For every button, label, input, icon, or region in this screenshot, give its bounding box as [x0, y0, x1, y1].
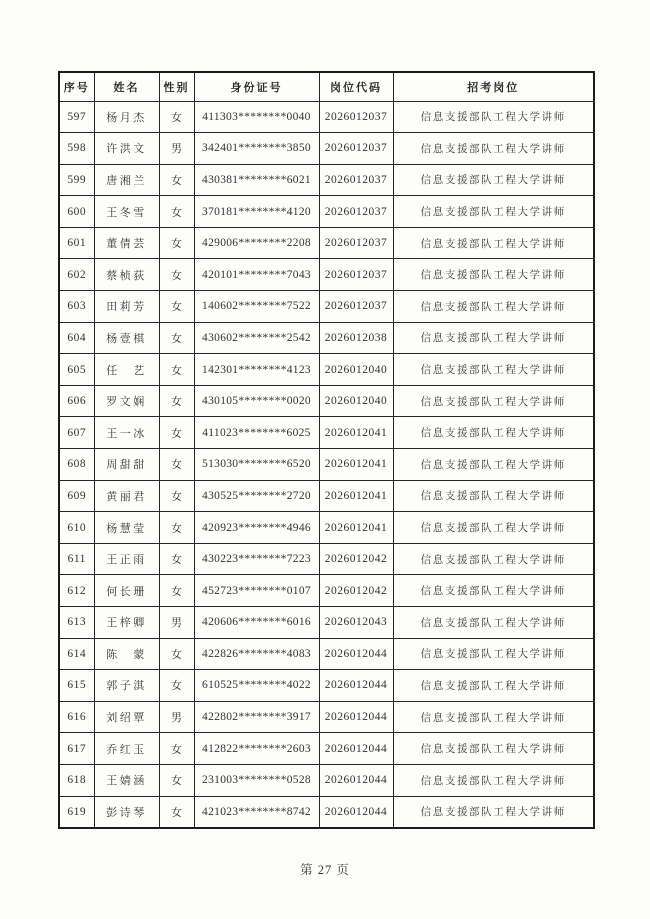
cell-post: 信息支援部队工程大学讲师	[393, 480, 594, 512]
cell-name: 杨壹棋	[94, 322, 159, 354]
cell-gender: 女	[159, 196, 194, 228]
cell-gender: 女	[159, 512, 194, 544]
recruitment-roster-table	[58, 71, 595, 829]
cell-no: 598	[59, 133, 94, 165]
table-row	[59, 796, 594, 828]
cell-no: 619	[59, 796, 94, 828]
cell-no: 601	[59, 227, 94, 259]
cell-name: 董倩芸	[94, 227, 159, 259]
cell-code: 2026012044	[319, 701, 393, 733]
cell-id: 231003********0528	[194, 764, 319, 796]
cell-name: 黄丽君	[94, 480, 159, 512]
column-header-no: 序号	[59, 72, 94, 101]
cell-id: 412822********2603	[194, 733, 319, 765]
cell-post: 信息支援部队工程大学讲师	[393, 764, 594, 796]
table-row	[59, 638, 594, 670]
cell-code: 2026012044	[319, 796, 393, 828]
cell-no: 613	[59, 607, 94, 639]
cell-code: 2026012037	[319, 291, 393, 323]
table-header-row	[59, 72, 594, 101]
column-header-name: 姓名	[94, 72, 159, 101]
cell-name: 唐湘兰	[94, 164, 159, 196]
cell-post: 信息支援部队工程大学讲师	[393, 322, 594, 354]
cell-no: 615	[59, 670, 94, 702]
table-row	[59, 670, 594, 702]
cell-post: 信息支援部队工程大学讲师	[393, 385, 594, 417]
cell-name: 刘绍覃	[94, 701, 159, 733]
table-row	[59, 133, 594, 165]
cell-id: 422802********3917	[194, 701, 319, 733]
cell-no: 618	[59, 764, 94, 796]
table-row	[59, 512, 594, 544]
cell-gender: 女	[159, 764, 194, 796]
table-row	[59, 480, 594, 512]
cell-post: 信息支援部队工程大学讲师	[393, 512, 594, 544]
cell-gender: 女	[159, 480, 194, 512]
table-row	[59, 764, 594, 796]
cell-name: 罗文娴	[94, 385, 159, 417]
cell-post: 信息支援部队工程大学讲师	[393, 543, 594, 575]
cell-name: 周甜甜	[94, 449, 159, 481]
cell-code: 2026012040	[319, 385, 393, 417]
cell-gender: 女	[159, 638, 194, 670]
cell-code: 2026012041	[319, 449, 393, 481]
cell-code: 2026012037	[319, 133, 393, 165]
cell-post: 信息支援部队工程大学讲师	[393, 196, 594, 228]
cell-gender: 男	[159, 701, 194, 733]
cell-name: 许洪文	[94, 133, 159, 165]
cell-no: 611	[59, 543, 94, 575]
cell-name: 任 艺	[94, 354, 159, 386]
cell-code: 2026012037	[319, 164, 393, 196]
cell-no: 600	[59, 196, 94, 228]
cell-post: 信息支援部队工程大学讲师	[393, 291, 594, 323]
cell-no: 609	[59, 480, 94, 512]
cell-no: 607	[59, 417, 94, 449]
cell-id: 430223********7223	[194, 543, 319, 575]
cell-name: 乔红玉	[94, 733, 159, 765]
cell-post: 信息支援部队工程大学讲师	[393, 607, 594, 639]
cell-code: 2026012044	[319, 638, 393, 670]
cell-name: 何长珊	[94, 575, 159, 607]
cell-gender: 男	[159, 133, 194, 165]
cell-id: 411303********0040	[194, 101, 319, 133]
cell-gender: 女	[159, 385, 194, 417]
cell-id: 140602********7522	[194, 291, 319, 323]
table-row	[59, 227, 594, 259]
cell-id: 610525********4022	[194, 670, 319, 702]
cell-code: 2026012044	[319, 670, 393, 702]
cell-post: 信息支援部队工程大学讲师	[393, 733, 594, 765]
cell-post: 信息支援部队工程大学讲师	[393, 101, 594, 133]
cell-id: 342401********3850	[194, 133, 319, 165]
cell-gender: 女	[159, 227, 194, 259]
cell-no: 612	[59, 575, 94, 607]
cell-code: 2026012042	[319, 575, 393, 607]
cell-gender: 女	[159, 259, 194, 291]
table-row	[59, 733, 594, 765]
cell-code: 2026012043	[319, 607, 393, 639]
cell-gender: 女	[159, 796, 194, 828]
table-row	[59, 101, 594, 133]
cell-name: 彭诗琴	[94, 796, 159, 828]
cell-id: 430602********2542	[194, 322, 319, 354]
cell-post: 信息支援部队工程大学讲师	[393, 670, 594, 702]
cell-name: 陈 蒙	[94, 638, 159, 670]
cell-gender: 女	[159, 543, 194, 575]
cell-post: 信息支援部队工程大学讲师	[393, 164, 594, 196]
cell-gender: 女	[159, 417, 194, 449]
cell-id: 421023********8742	[194, 796, 319, 828]
cell-id: 429006********2208	[194, 227, 319, 259]
cell-no: 610	[59, 512, 94, 544]
cell-no: 608	[59, 449, 94, 481]
table-row	[59, 449, 594, 481]
cell-no: 603	[59, 291, 94, 323]
cell-no: 616	[59, 701, 94, 733]
cell-gender: 女	[159, 354, 194, 386]
column-header-id: 身份证号	[194, 72, 319, 101]
cell-id: 420606********6016	[194, 607, 319, 639]
column-header-gender: 性别	[159, 72, 194, 101]
cell-gender: 女	[159, 733, 194, 765]
cell-name: 蔡桢荻	[94, 259, 159, 291]
cell-gender: 女	[159, 164, 194, 196]
cell-name: 王婧涵	[94, 764, 159, 796]
cell-id: 422826********4083	[194, 638, 319, 670]
cell-gender: 女	[159, 449, 194, 481]
cell-gender: 女	[159, 670, 194, 702]
cell-no: 599	[59, 164, 94, 196]
table-row	[59, 196, 594, 228]
cell-id: 420923********4946	[194, 512, 319, 544]
cell-post: 信息支援部队工程大学讲师	[393, 227, 594, 259]
cell-code: 2026012037	[319, 101, 393, 133]
cell-no: 597	[59, 101, 94, 133]
cell-code: 2026012044	[319, 733, 393, 765]
cell-gender: 女	[159, 101, 194, 133]
cell-gender: 男	[159, 607, 194, 639]
cell-code: 2026012037	[319, 227, 393, 259]
table-row	[59, 354, 594, 386]
table-row	[59, 164, 594, 196]
cell-no: 605	[59, 354, 94, 386]
cell-name: 王冬雪	[94, 196, 159, 228]
cell-no: 606	[59, 385, 94, 417]
cell-no: 617	[59, 733, 94, 765]
cell-name: 王梓卿	[94, 607, 159, 639]
column-header-code: 岗位代码	[319, 72, 393, 101]
cell-code: 2026012041	[319, 480, 393, 512]
cell-code: 2026012037	[319, 196, 393, 228]
cell-post: 信息支援部队工程大学讲师	[393, 259, 594, 291]
cell-no: 604	[59, 322, 94, 354]
cell-id: 142301********4123	[194, 354, 319, 386]
cell-post: 信息支援部队工程大学讲师	[393, 796, 594, 828]
table-row	[59, 291, 594, 323]
cell-post: 信息支援部队工程大学讲师	[393, 449, 594, 481]
table-row	[59, 417, 594, 449]
table-row	[59, 701, 594, 733]
cell-name: 杨慧莹	[94, 512, 159, 544]
table-row	[59, 385, 594, 417]
cell-code: 2026012040	[319, 354, 393, 386]
cell-id: 430525********2720	[194, 480, 319, 512]
cell-post: 信息支援部队工程大学讲师	[393, 575, 594, 607]
page-number: 第 27 页	[300, 863, 350, 877]
table-row	[59, 259, 594, 291]
cell-gender: 女	[159, 291, 194, 323]
cell-post: 信息支援部队工程大学讲师	[393, 417, 594, 449]
cell-id: 420101********7043	[194, 259, 319, 291]
cell-post: 信息支援部队工程大学讲师	[393, 701, 594, 733]
cell-code: 2026012041	[319, 417, 393, 449]
table-row	[59, 322, 594, 354]
cell-name: 杨月杰	[94, 101, 159, 133]
cell-id: 370181********4120	[194, 196, 319, 228]
cell-code: 2026012042	[319, 543, 393, 575]
cell-no: 602	[59, 259, 94, 291]
cell-id: 513030********6520	[194, 449, 319, 481]
cell-post: 信息支援部队工程大学讲师	[393, 133, 594, 165]
cell-gender: 女	[159, 322, 194, 354]
table-row	[59, 575, 594, 607]
cell-name: 王正雨	[94, 543, 159, 575]
table-body	[59, 101, 594, 828]
cell-post: 信息支援部队工程大学讲师	[393, 354, 594, 386]
cell-code: 2026012041	[319, 512, 393, 544]
cell-no: 614	[59, 638, 94, 670]
cell-id: 430105********0020	[194, 385, 319, 417]
cell-name: 王一冰	[94, 417, 159, 449]
cell-id: 430381********6021	[194, 164, 319, 196]
cell-id: 452723********0107	[194, 575, 319, 607]
cell-code: 2026012038	[319, 322, 393, 354]
cell-name: 郭子淇	[94, 670, 159, 702]
cell-code: 2026012044	[319, 764, 393, 796]
column-header-position: 招考岗位	[393, 72, 594, 101]
cell-post: 信息支援部队工程大学讲师	[393, 638, 594, 670]
cell-name: 田莉芳	[94, 291, 159, 323]
cell-id: 411023********6025	[194, 417, 319, 449]
table-row	[59, 607, 594, 639]
cell-code: 2026012037	[319, 259, 393, 291]
table-row	[59, 543, 594, 575]
cell-gender: 女	[159, 575, 194, 607]
